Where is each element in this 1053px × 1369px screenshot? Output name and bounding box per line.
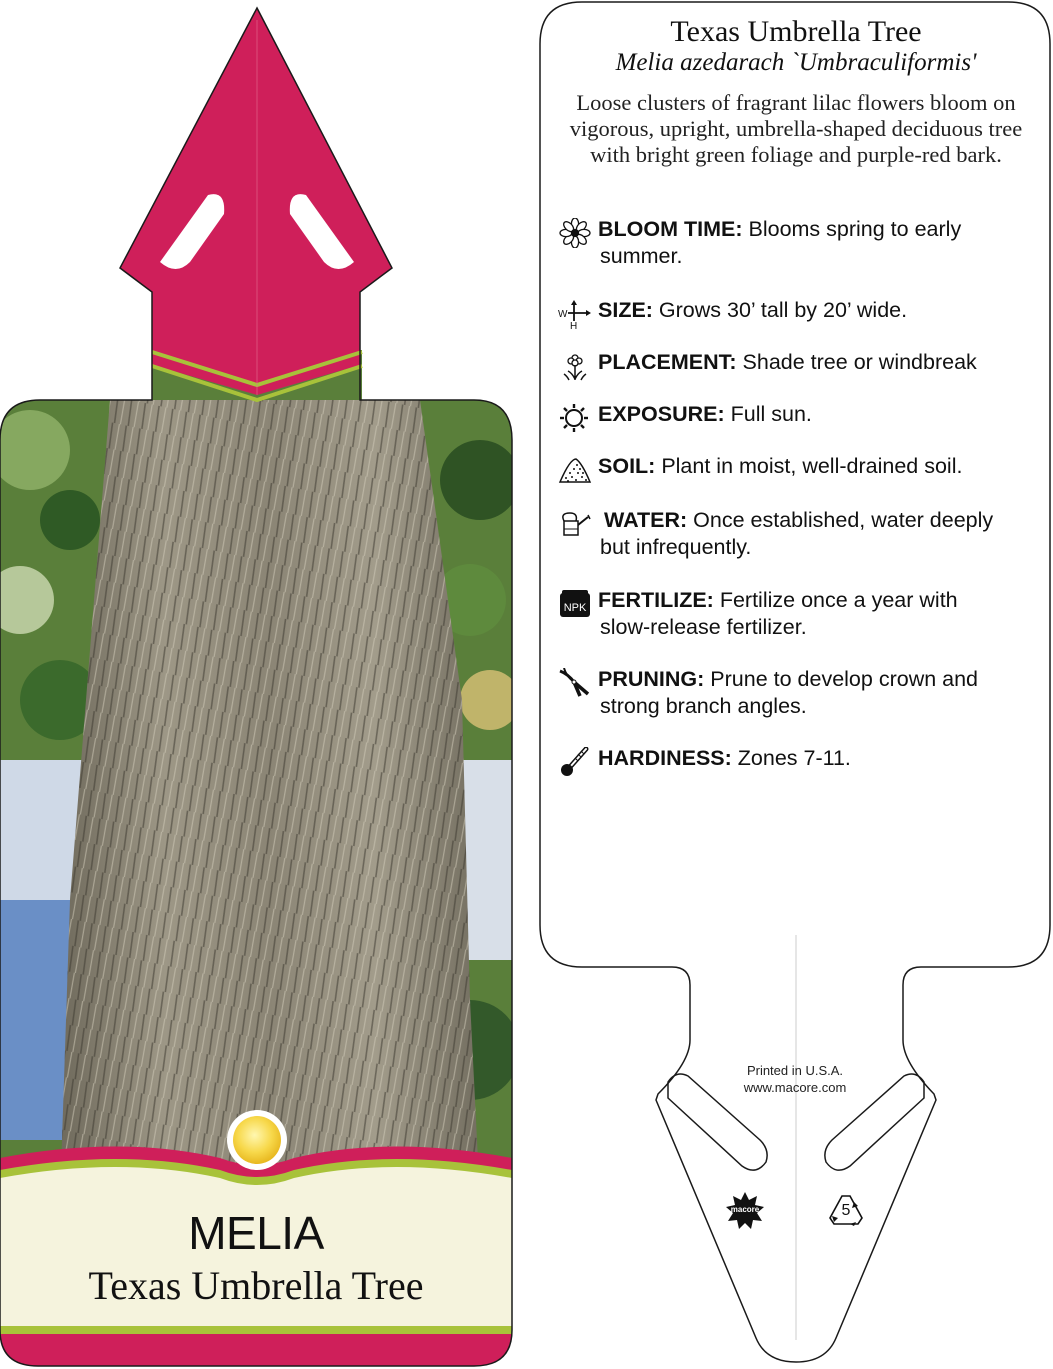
pruning-shears-icon xyxy=(558,668,592,698)
care-label: SOIL: xyxy=(598,454,656,478)
care-fertilize xyxy=(558,587,1033,641)
size-arrows-icon xyxy=(558,299,592,329)
plants-icon xyxy=(558,351,592,381)
care-text: Plant in moist, well-drained soil. xyxy=(655,454,963,478)
care-label: PRUNING: xyxy=(598,667,705,691)
care-hardiness xyxy=(558,745,1033,772)
bark-photo xyxy=(0,340,520,1220)
watering-can-icon xyxy=(558,509,592,539)
thermometer-icon xyxy=(558,747,592,777)
back-title: Texas Umbrella Tree xyxy=(670,15,922,48)
care-label: WATER: xyxy=(604,508,688,532)
printed-info xyxy=(700,1062,890,1096)
care-label: PLACEMENT: xyxy=(598,350,737,374)
fertilizer-icon-text: NPK xyxy=(563,602,587,614)
care-label: SIZE: xyxy=(598,298,653,322)
common-name: Texas Umbrella Tree xyxy=(88,1263,424,1308)
care-label: BLOOM TIME: xyxy=(598,217,743,241)
care-text-cont: strong branch angles. xyxy=(600,694,807,718)
care-placement xyxy=(558,349,1033,376)
size-icon-h: H xyxy=(570,321,578,329)
care-size xyxy=(558,297,1033,329)
genus-name: MELIA xyxy=(188,1207,324,1259)
printed-line-1: Printed in U.S.A. xyxy=(746,1063,844,1078)
sun-badge-icon xyxy=(227,1110,287,1170)
sun-icon xyxy=(558,403,592,433)
care-text: Once established, water deeply xyxy=(687,508,994,532)
care-text-cont: summer. xyxy=(600,244,683,268)
macore-logo-text: macore xyxy=(730,1205,760,1214)
care-water xyxy=(558,507,1033,561)
care-text: Grows 30’ tall by 20’ wide. xyxy=(652,298,908,322)
flower-icon xyxy=(558,218,592,248)
botanical-name: Melia azedarach `Umbraculiformis' xyxy=(615,49,977,76)
hanger-arrow xyxy=(120,8,392,395)
size-icon-w: W xyxy=(558,309,568,320)
plant-description: Loose clusters of fragrant lilac flowers bloom on vigorous, upright, umbrella-shaped deciduous tree with bright green foliage and purple-red bark. xyxy=(569,90,1023,167)
care-text-cont: slow-release fertilizer. xyxy=(600,615,807,639)
care-exposure xyxy=(558,401,1033,428)
care-bloom-time xyxy=(558,216,1033,270)
care-text: Blooms spring to early xyxy=(742,217,962,241)
care-pruning xyxy=(558,666,1033,720)
care-text: Fertilize once a year with xyxy=(713,588,958,612)
soil-mound-icon xyxy=(558,455,592,485)
care-text: Full sun. xyxy=(724,402,812,426)
care-text: Zones 7-11. xyxy=(731,746,851,770)
printed-website: www.macore.com xyxy=(743,1080,847,1095)
front-tag xyxy=(0,0,520,1369)
care-label: FERTILIZE: xyxy=(598,588,714,612)
recycle-number: 5 xyxy=(841,1202,851,1219)
care-text: Shade tree or windbreak xyxy=(736,350,977,374)
care-soil xyxy=(558,453,1033,480)
care-text: Prune to develop crown and xyxy=(704,667,979,691)
care-label: HARDINESS: xyxy=(598,746,732,770)
care-label: EXPOSURE: xyxy=(598,402,725,426)
care-text-cont: but infrequently. xyxy=(600,535,752,559)
fertilizer-bag-icon xyxy=(558,589,592,619)
